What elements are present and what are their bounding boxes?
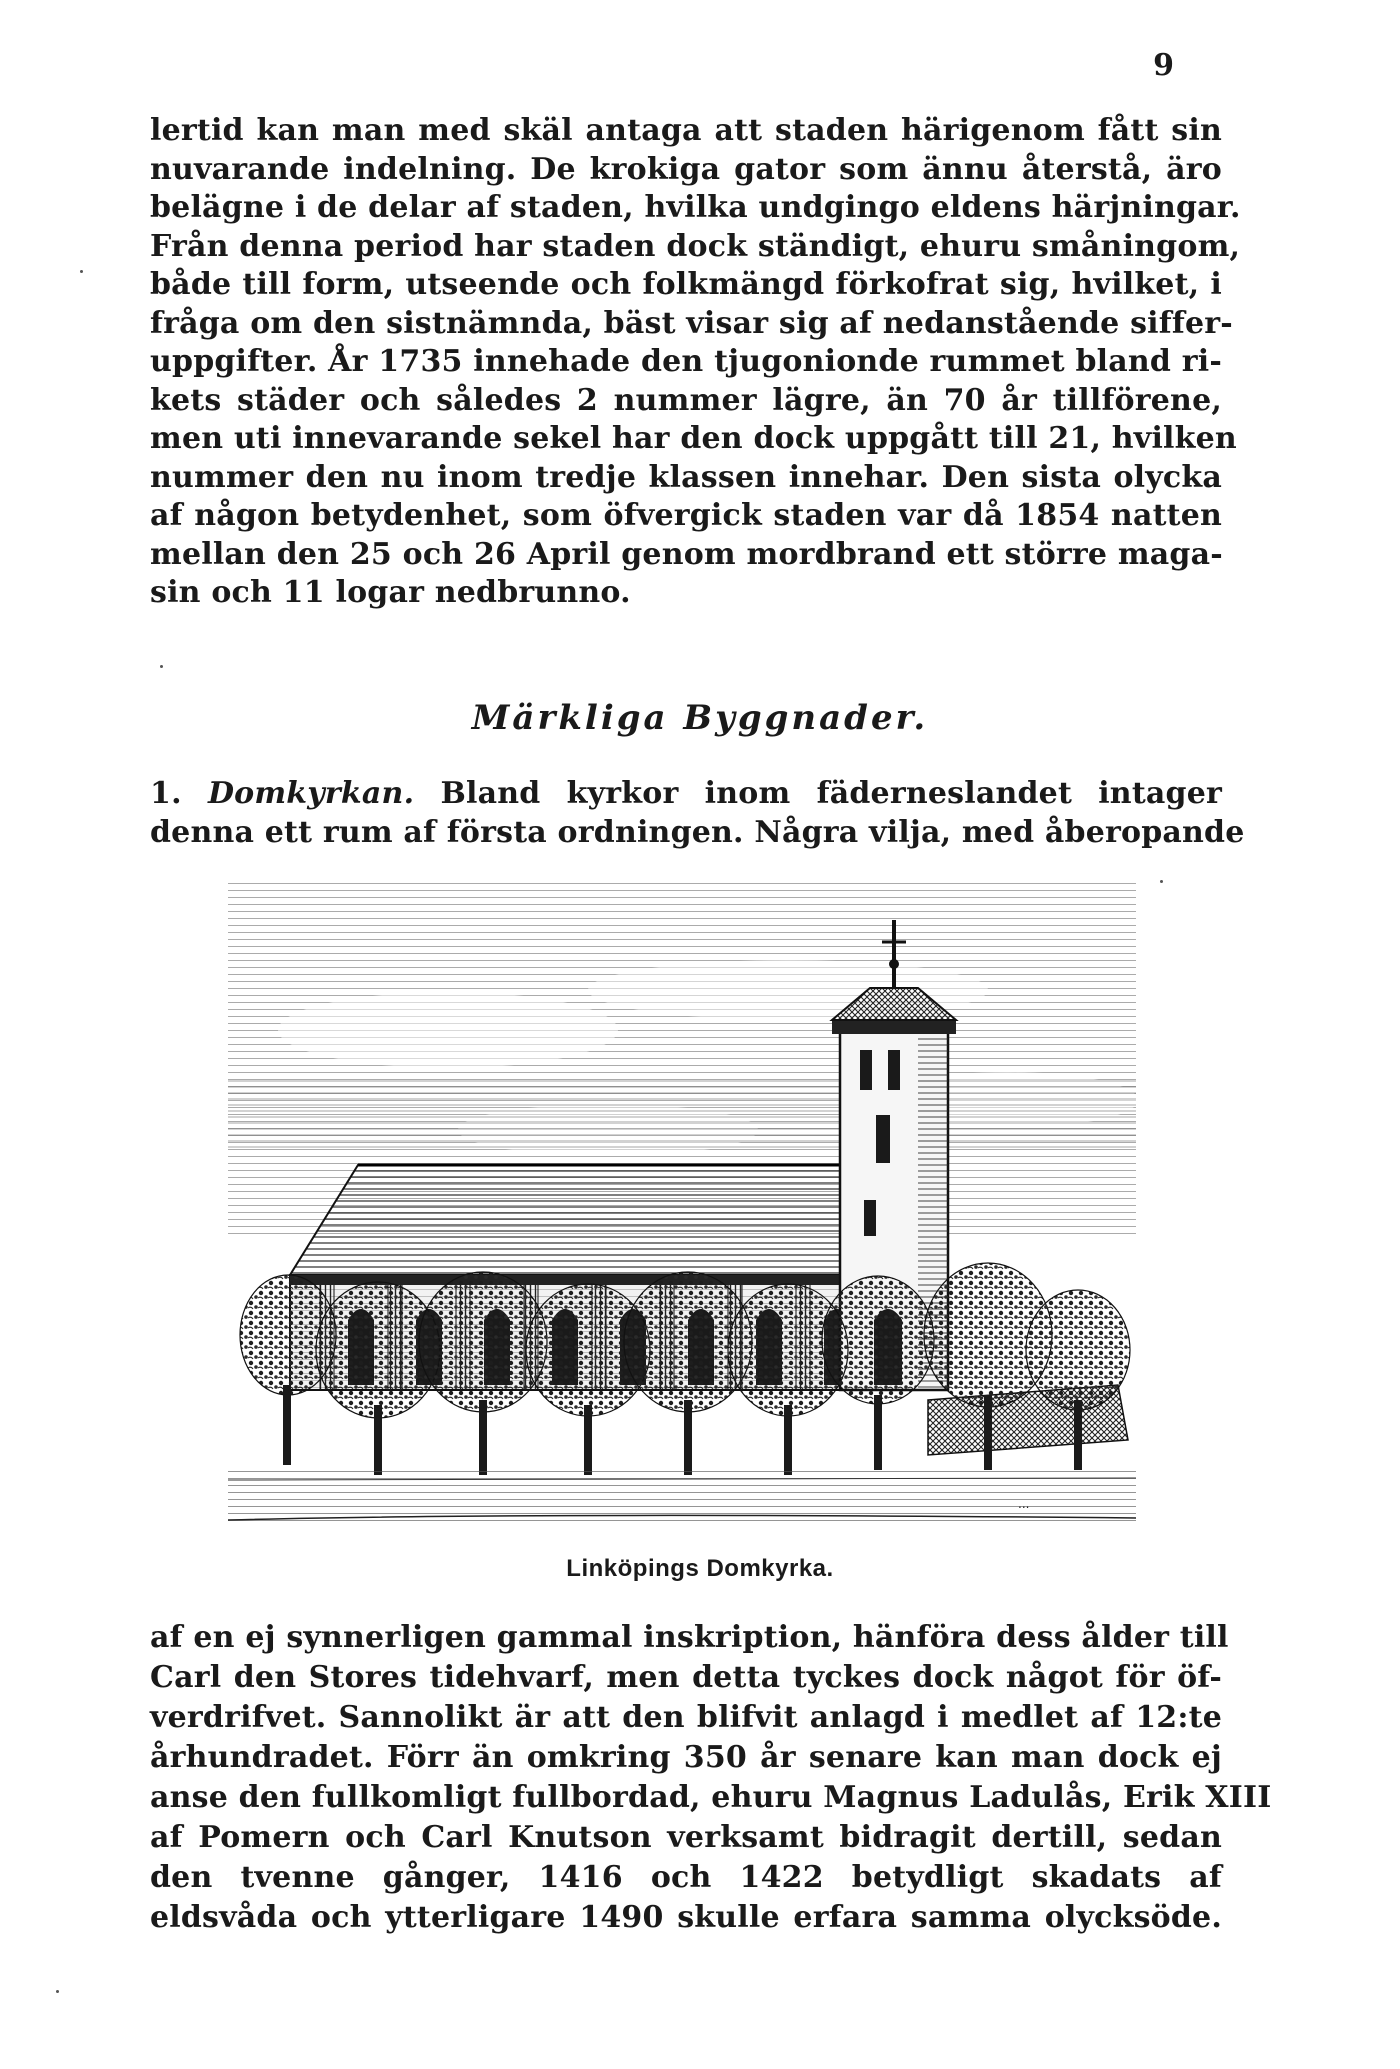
text-line: verdrifvet. Sannolikt är att den blifvit anlagd i medlet af 12:te (150, 1700, 1222, 1735)
text-line: belägne i de delar af staden, hvilka undgingo eldens härjningar. (150, 190, 1241, 225)
illustration-caption: Linköpings Domkyrka. (566, 1555, 834, 1582)
svg-text:...: ... (1018, 1497, 1030, 1511)
scan-speck (80, 270, 83, 273)
scan-speck (160, 665, 163, 668)
scan-speck (1160, 880, 1163, 883)
cathedral-engraving-icon (228, 880, 1136, 1540)
text-line: Från denna period har staden dock ständigt, ehuru småningom, (150, 228, 1241, 264)
text-line: nummer den nu inom tredje klassen innehar. Den sista olycka (150, 459, 1222, 495)
item-number: 1. (150, 776, 182, 811)
text-line: både till form, utseende och folkmängd förkofrat sig, hvilket, i (150, 267, 1222, 302)
text-line: fråga om den sistnämnda, bäst visar sig af nedanstående siffer- (150, 305, 1233, 341)
section-heading: Märkliga Byggnader. (471, 698, 929, 738)
text-line: af någon betydenhet, som öfvergick staden var då 1854 natten (150, 498, 1222, 533)
scan-speck (56, 1990, 59, 1993)
text-line: af en ej synnerligen gammal inskription, hänföra dess ålder till (150, 1620, 1229, 1655)
text-line: den tvenne gånger, 1416 och 1422 betydligt skadats af (150, 1860, 1222, 1895)
text-line: mellan den 25 och 26 April genom mordbrand ett större maga- (150, 536, 1223, 572)
text-fragment: Bland kyrkor inom fäderneslandet intager (440, 776, 1222, 811)
text-line: Carl den Stores tidehvarf, men detta tyckes dock något för öf- (150, 1660, 1222, 1695)
text-line: anse den fullkomligt fullbordad, ehuru Magnus Ladulås, Erik XIII (150, 1780, 1272, 1815)
text-line: denna ett rum af första ordningen. Några vilja, med åberopande (150, 814, 1245, 850)
paragraph-top (150, 112, 1241, 613)
text-line: af Pomern och Carl Knutson verksamt bidragit dertill, sedan (150, 1820, 1222, 1855)
text-line-with-title (150, 775, 1222, 814)
paragraph-bottom (150, 1618, 1272, 1938)
text-line: lertid kan man med skäl antaga att staden härigenom fått sin (150, 113, 1222, 148)
page-number: 9 (1153, 48, 1174, 83)
text-line: uppgifter. År 1735 innehade den tjugonionde rummet bland ri- (150, 344, 1222, 379)
item-title: Domkyrkan. (207, 776, 415, 811)
text-line: men uti innevarande sekel har den dock uppgått till 21, hvilken (150, 421, 1237, 456)
text-line: kets städer och således 2 nummer lägre, än 70 år tillförene, (150, 382, 1222, 418)
text-line: sin och 11 logar nedbrunno. (150, 575, 631, 610)
text-line: nuvarande indelning. De krokiga gator som ännu återstå, äro (150, 151, 1222, 187)
paragraph-domkyrkan (150, 775, 1245, 852)
text-line: eldsvåda och ytterligare 1490 skulle erfara samma olycksöde. (150, 1900, 1222, 1935)
text-line: århundradet. Förr än omkring 350 år senare kan man dock ej (150, 1740, 1222, 1775)
